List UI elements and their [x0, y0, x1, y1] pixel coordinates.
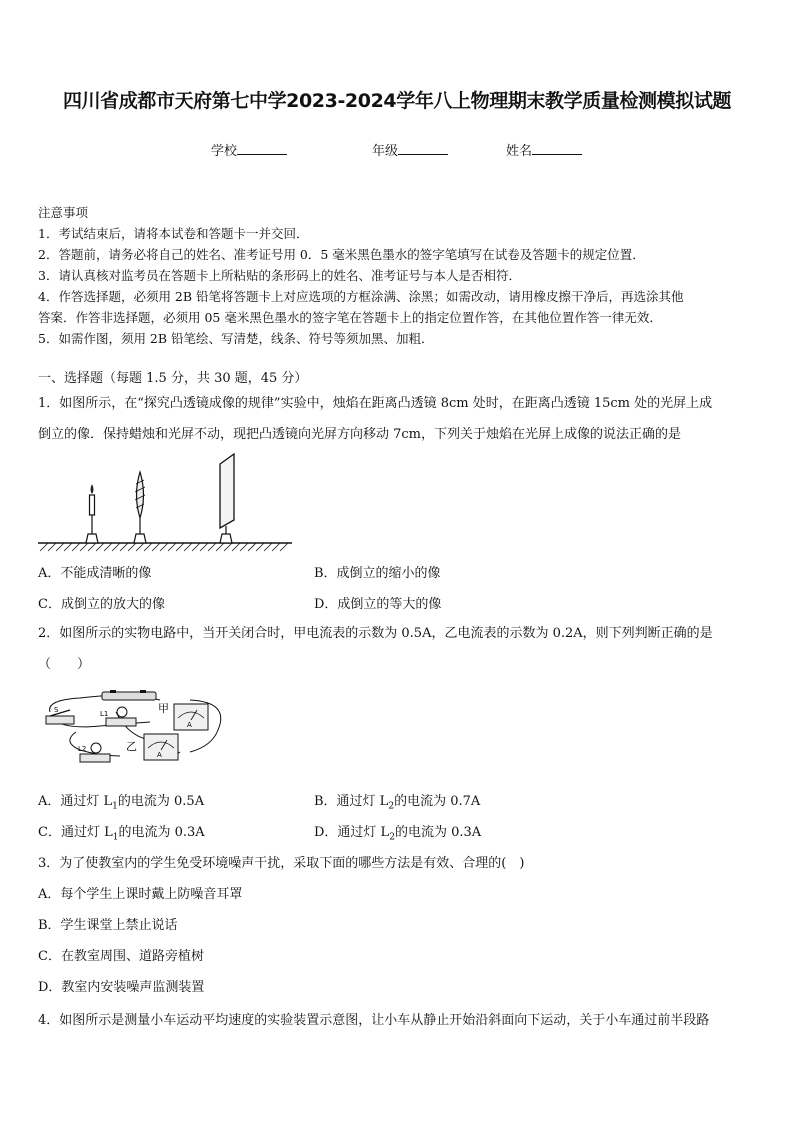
option-text: C．通过灯 L [38, 825, 113, 840]
question-2-line: 2．如图所示的实物电路中，当开关闭合时，甲电流表的示数为 0.5A，乙电流表的示数为 0.2A，则下列判断正确的是 [38, 626, 713, 641]
switch-label: S [54, 706, 59, 714]
grade-field [372, 140, 448, 159]
name-label: 姓名 [506, 144, 533, 159]
question-1-option-d[interactable]: D．成倒立的等大的像 [314, 597, 442, 612]
ammeter-jia-unit: A [187, 721, 192, 729]
notice-item: 1．考试结束后，请将本试卷和答题卡一并交回． [38, 226, 309, 241]
convex-lens-icon [134, 472, 146, 543]
option-subscript: 2 [389, 832, 395, 843]
question-1-option-b[interactable]: B．成倒立的缩小的像 [314, 566, 441, 581]
ammeter-yi-unit: A [157, 751, 162, 759]
question-2-option-c[interactable] [38, 821, 205, 843]
notice-item: 4．作答选择题，必须用 2B 铅笔将答题卡上对应选项的方框涂满、涂黑；如需改动，请用橡皮擦干净后，再选涂其他 [38, 289, 684, 304]
option-text: A．通过灯 L [38, 794, 113, 809]
question-1-line: 1．如图所示，在“探究凸透镜成像的规律”实验中，烛焰在距离凸透镜 8cm 处时，在距离凸透镜 15cm 处的光屏上成 [38, 396, 713, 411]
option-subscript: 1 [112, 832, 119, 843]
option-subscript: 1 [112, 801, 118, 812]
section-heading: 一、选择题（每题 1.5 分，共 30 题，45 分） [38, 371, 308, 386]
question-2-option-d[interactable] [314, 821, 481, 843]
question-1-line: 倒立的像．保持蜡烛和光屏不动，现把凸透镜向光屏方向移动 7cm，下列关于烛焰在光屏上成像的说法正确的是 [38, 427, 682, 442]
question-2-line: （ ） [38, 657, 91, 672]
switch-icon [46, 706, 74, 724]
question-3-option-d[interactable]: D．教室内安装噪声监测装置 [38, 980, 205, 995]
question-3-option-a[interactable]: A．每个学生上课时戴上防噪音耳罩 [38, 887, 243, 902]
battery-icon [102, 690, 156, 700]
question-1-option-c[interactable]: C．成倒立的放大的像 [38, 597, 165, 612]
name-blank[interactable] [532, 142, 582, 155]
question-3-stem: 3．为了使教室内的学生免受环境噪声干扰，采取下面的哪些方法是有效、合理的( ) [38, 856, 525, 871]
lens-experiment-figure [36, 450, 296, 552]
grade-blank[interactable] [398, 142, 448, 155]
question-1 [38, 388, 760, 450]
option-text: 的电流为 0.5A [117, 794, 205, 809]
option-text: B．通过灯 L [314, 794, 389, 809]
notice-heading: 注意事项 [38, 205, 89, 220]
question-3-option-c[interactable]: C．在教室周围、道路旁植树 [38, 949, 204, 964]
ammeter-jia-label: 甲 [158, 702, 169, 715]
option-text: 的电流为 0.3A [118, 825, 205, 840]
light-screen-icon [220, 454, 234, 543]
notice-item: 3．请认真核对监考员在答题卡上所粘贴的条形码上的姓名、准考证号与本人是否相符． [38, 268, 521, 283]
ammeter-yi-icon [126, 734, 178, 760]
page-title: 四川省成都市天府第七中学2023-2024学年八上物理期末教学质量检测模拟试题 [62, 90, 732, 112]
bulb-l2-icon [78, 743, 110, 762]
ammeter-jia-icon [158, 702, 208, 730]
question-1-option-a[interactable]: A．不能成清晰的像 [38, 566, 152, 581]
bulb-l1-label: L1 [100, 710, 109, 718]
question-4-stem: 4．如图所示是测量小车运动平均速度的实验装置示意图，让小车从静止开始沿斜面向下运动，关于小车通过前半段路 [38, 1013, 710, 1028]
question-3-option-b[interactable]: B．学生课堂上禁止说话 [38, 918, 178, 933]
school-field [211, 140, 287, 159]
notice-item: 答案．作答非选择题，必须用 05 毫米黑色墨水的签字笔在答题卡上的指定位置作答，在其他位置作答一律无效． [38, 310, 662, 325]
option-text: 的电流为 0.7A [394, 794, 481, 809]
notice-block [38, 202, 758, 349]
question-2-option-b[interactable] [314, 790, 480, 812]
ammeter-yi-label: 乙 [126, 740, 137, 753]
option-text: 的电流为 0.3A [394, 825, 482, 840]
question-2 [38, 618, 760, 680]
notice-item: 5．如需作图，须用 2B 铅笔绘、写清楚，线条、符号等须加黑、加粗． [38, 331, 434, 346]
name-field [506, 140, 582, 159]
school-blank[interactable] [237, 142, 287, 155]
option-subscript: 2 [388, 801, 395, 812]
candle-icon [86, 484, 98, 543]
option-text: D．通过灯 L [314, 825, 390, 840]
school-label: 学校 [211, 144, 238, 159]
circuit-figure [40, 690, 240, 768]
bulb-l2-label: L2 [78, 745, 87, 753]
notice-item: 2．答题前，请务必将自己的姓名、准考证号用 0．5 毫米黑色墨水的签字笔填写在试卷及答题卡的规定位置． [38, 247, 645, 262]
grade-label: 年级 [372, 144, 399, 159]
question-2-option-a[interactable] [38, 790, 204, 812]
